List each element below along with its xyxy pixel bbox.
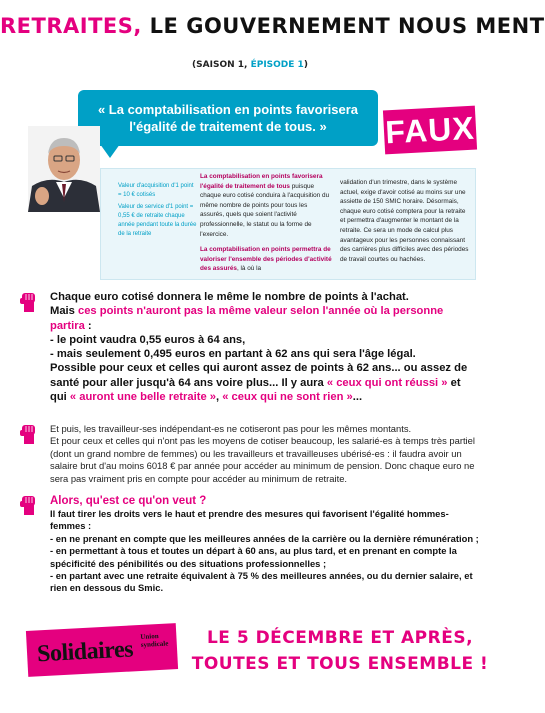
demands-p4: - en partant avec une retraite équivalent à 75 % des meilleures années, ou du dernier salaire, et rien en dessous du Smic. xyxy=(50,570,473,594)
block1-l2c: : xyxy=(84,319,92,332)
slogan-line1: LE 5 DÉCEMBRE ET APRÈS, xyxy=(206,628,474,648)
info-mid-body2: , là où la xyxy=(236,265,262,273)
page-subtitle xyxy=(0,60,500,70)
portrait-photo xyxy=(28,126,100,212)
subtitle-episode: ÉPISODE 1 xyxy=(250,60,304,70)
block1-l5-q1: « ceux qui ont réussi » xyxy=(326,376,448,389)
subtitle-open: (SAISON 1, xyxy=(192,60,251,70)
block1-line3: - le point vaudra 0,55 euros à 64 ans, xyxy=(50,333,246,346)
raised-fist-icon xyxy=(18,494,40,516)
info-right-column xyxy=(340,178,472,264)
raised-fist-icon xyxy=(18,423,40,445)
quote-tail xyxy=(100,144,120,158)
raised-fist-icon xyxy=(18,291,40,313)
faux-stamp-text: FAUX xyxy=(384,109,476,150)
section-independents xyxy=(50,423,480,485)
demands-p1: Il faut tirer les droits vers le haut et prendre des mesures qui favorisent l'égalité hommes-femmes : xyxy=(50,508,449,532)
block1-l2b: ces points n'auront pas la même valeur selon l'année où la personne partira xyxy=(50,305,444,332)
block1-l5-end: ... xyxy=(352,391,363,404)
block1-l2a: Mais xyxy=(50,305,78,318)
info-left-column xyxy=(118,182,198,242)
slogan-line2: TOUTES ET TOUS ENSEMBLE ! xyxy=(191,654,489,674)
block1-line5 xyxy=(50,361,480,404)
info-acquisition-value: Valeur d'acquisition d'1 point = 10 € cotisés xyxy=(118,183,194,198)
block1-l5: Possible pour ceux et celles qui auront assez de points à 62 ans... ou assez de santé pour aller jusqu'à 64 ans voire plus... Il y aura xyxy=(50,362,468,389)
block1-line2 xyxy=(50,304,480,333)
quote-bubble xyxy=(78,90,378,146)
block1-l5-sep: , xyxy=(216,391,223,404)
block2-p2: Et pour ceux et celles qui n'ont pas les moyens de cotiser beaucoup, les salarié-es à temps très partiel (dont un grand nombre de femmes) ou les travailleurs et travailleuses ubérisé-es : il faudra avoir un salaire brut d'au moins 6018 € par année pour accéder au minimum de pension. Donc chaque euro ne sera pas vraiment pris en compte pour accéder au minimum de retraite. xyxy=(50,435,475,484)
info-mid-title2: La comptabilisation en points permettra de valoriser l'ensemble des périodes d'activité des assurés xyxy=(200,246,332,273)
block1-line4: - mais seulement 0,495 euros en partant à 62 ans qui sera l'âge légal. xyxy=(50,348,416,361)
info-right-body: validation d'un trimestre, dans le système actuel, exige d'avoir cotisé au moins sur une assiette de 150 SMIC horaire. Désormais, chaque euro cotisé comptera pour la retraite et permettra d'augmenter le montant de la retraite. Ce sera un mode de calcul plus avantageux pour les personnes connaissant des carrières plus difficiles avec des périodes de travail courtes ou hachées. xyxy=(340,179,469,263)
block1-l5-mid: et qui xyxy=(50,376,461,404)
title-part2: LE GOUVERNEMENT NOUS MENT xyxy=(149,14,545,38)
demands-p2: - en ne prenant en compte que les meilleures années de la carrière ou la dernière rémunération ; xyxy=(50,532,479,544)
subtitle-close: ) xyxy=(303,60,308,70)
info-mid-title: La comptabilisation en points favorisera l'égalité de traitement de tous xyxy=(200,173,323,190)
solidaires-logo xyxy=(26,623,178,677)
faux-stamp xyxy=(383,106,477,155)
logo-union-line2: syndicale xyxy=(140,639,169,649)
demands-heading: Alors, qu'est ce qu'on veut ? xyxy=(50,495,207,507)
logo-union-line1: Union xyxy=(140,632,159,641)
info-service-value: Valeur de service d'1 point = 0,55 € de retraite chaque année pendant toute la durée de la retraite xyxy=(118,204,197,237)
title-part1: RETRAITES, xyxy=(0,14,142,38)
block1-l5-q2: « auront une belle retraite » xyxy=(69,391,216,404)
logo-name: Solidaires xyxy=(36,636,134,668)
page-title xyxy=(0,14,545,38)
section-demands xyxy=(50,494,480,595)
info-mid-body: puisque chaque euro cotisé conduira à l'acquisition du même nombre de points pour tous les assurés, quels que soient l'activité professionnelle, le statut ou la forme de l'exercice. xyxy=(200,182,330,238)
block2-p1: Et puis, les travailleur-ses indépendant-es ne cotiseront pas pour les mêmes montants. xyxy=(50,423,412,434)
block1-line1: Chaque euro cotisé donnera le même le nombre de points à l'achat. xyxy=(50,291,409,303)
demands-p3: - en permettant à tous et toutes un départ à 60 ans, au plus tard, et en prenant en compte la spécificité des pénibilités ou des situations professionnelles ; xyxy=(50,545,457,569)
info-mid-column xyxy=(200,172,332,274)
quote-text: « La comptabilisation en points favorisera l'égalité de traitement de tous. » xyxy=(97,102,359,134)
section-points-value xyxy=(50,290,480,404)
block1-l5-q3: « ceux qui ne sont rien » xyxy=(222,391,353,404)
logo-union xyxy=(140,632,168,649)
closing-slogan xyxy=(190,625,490,677)
